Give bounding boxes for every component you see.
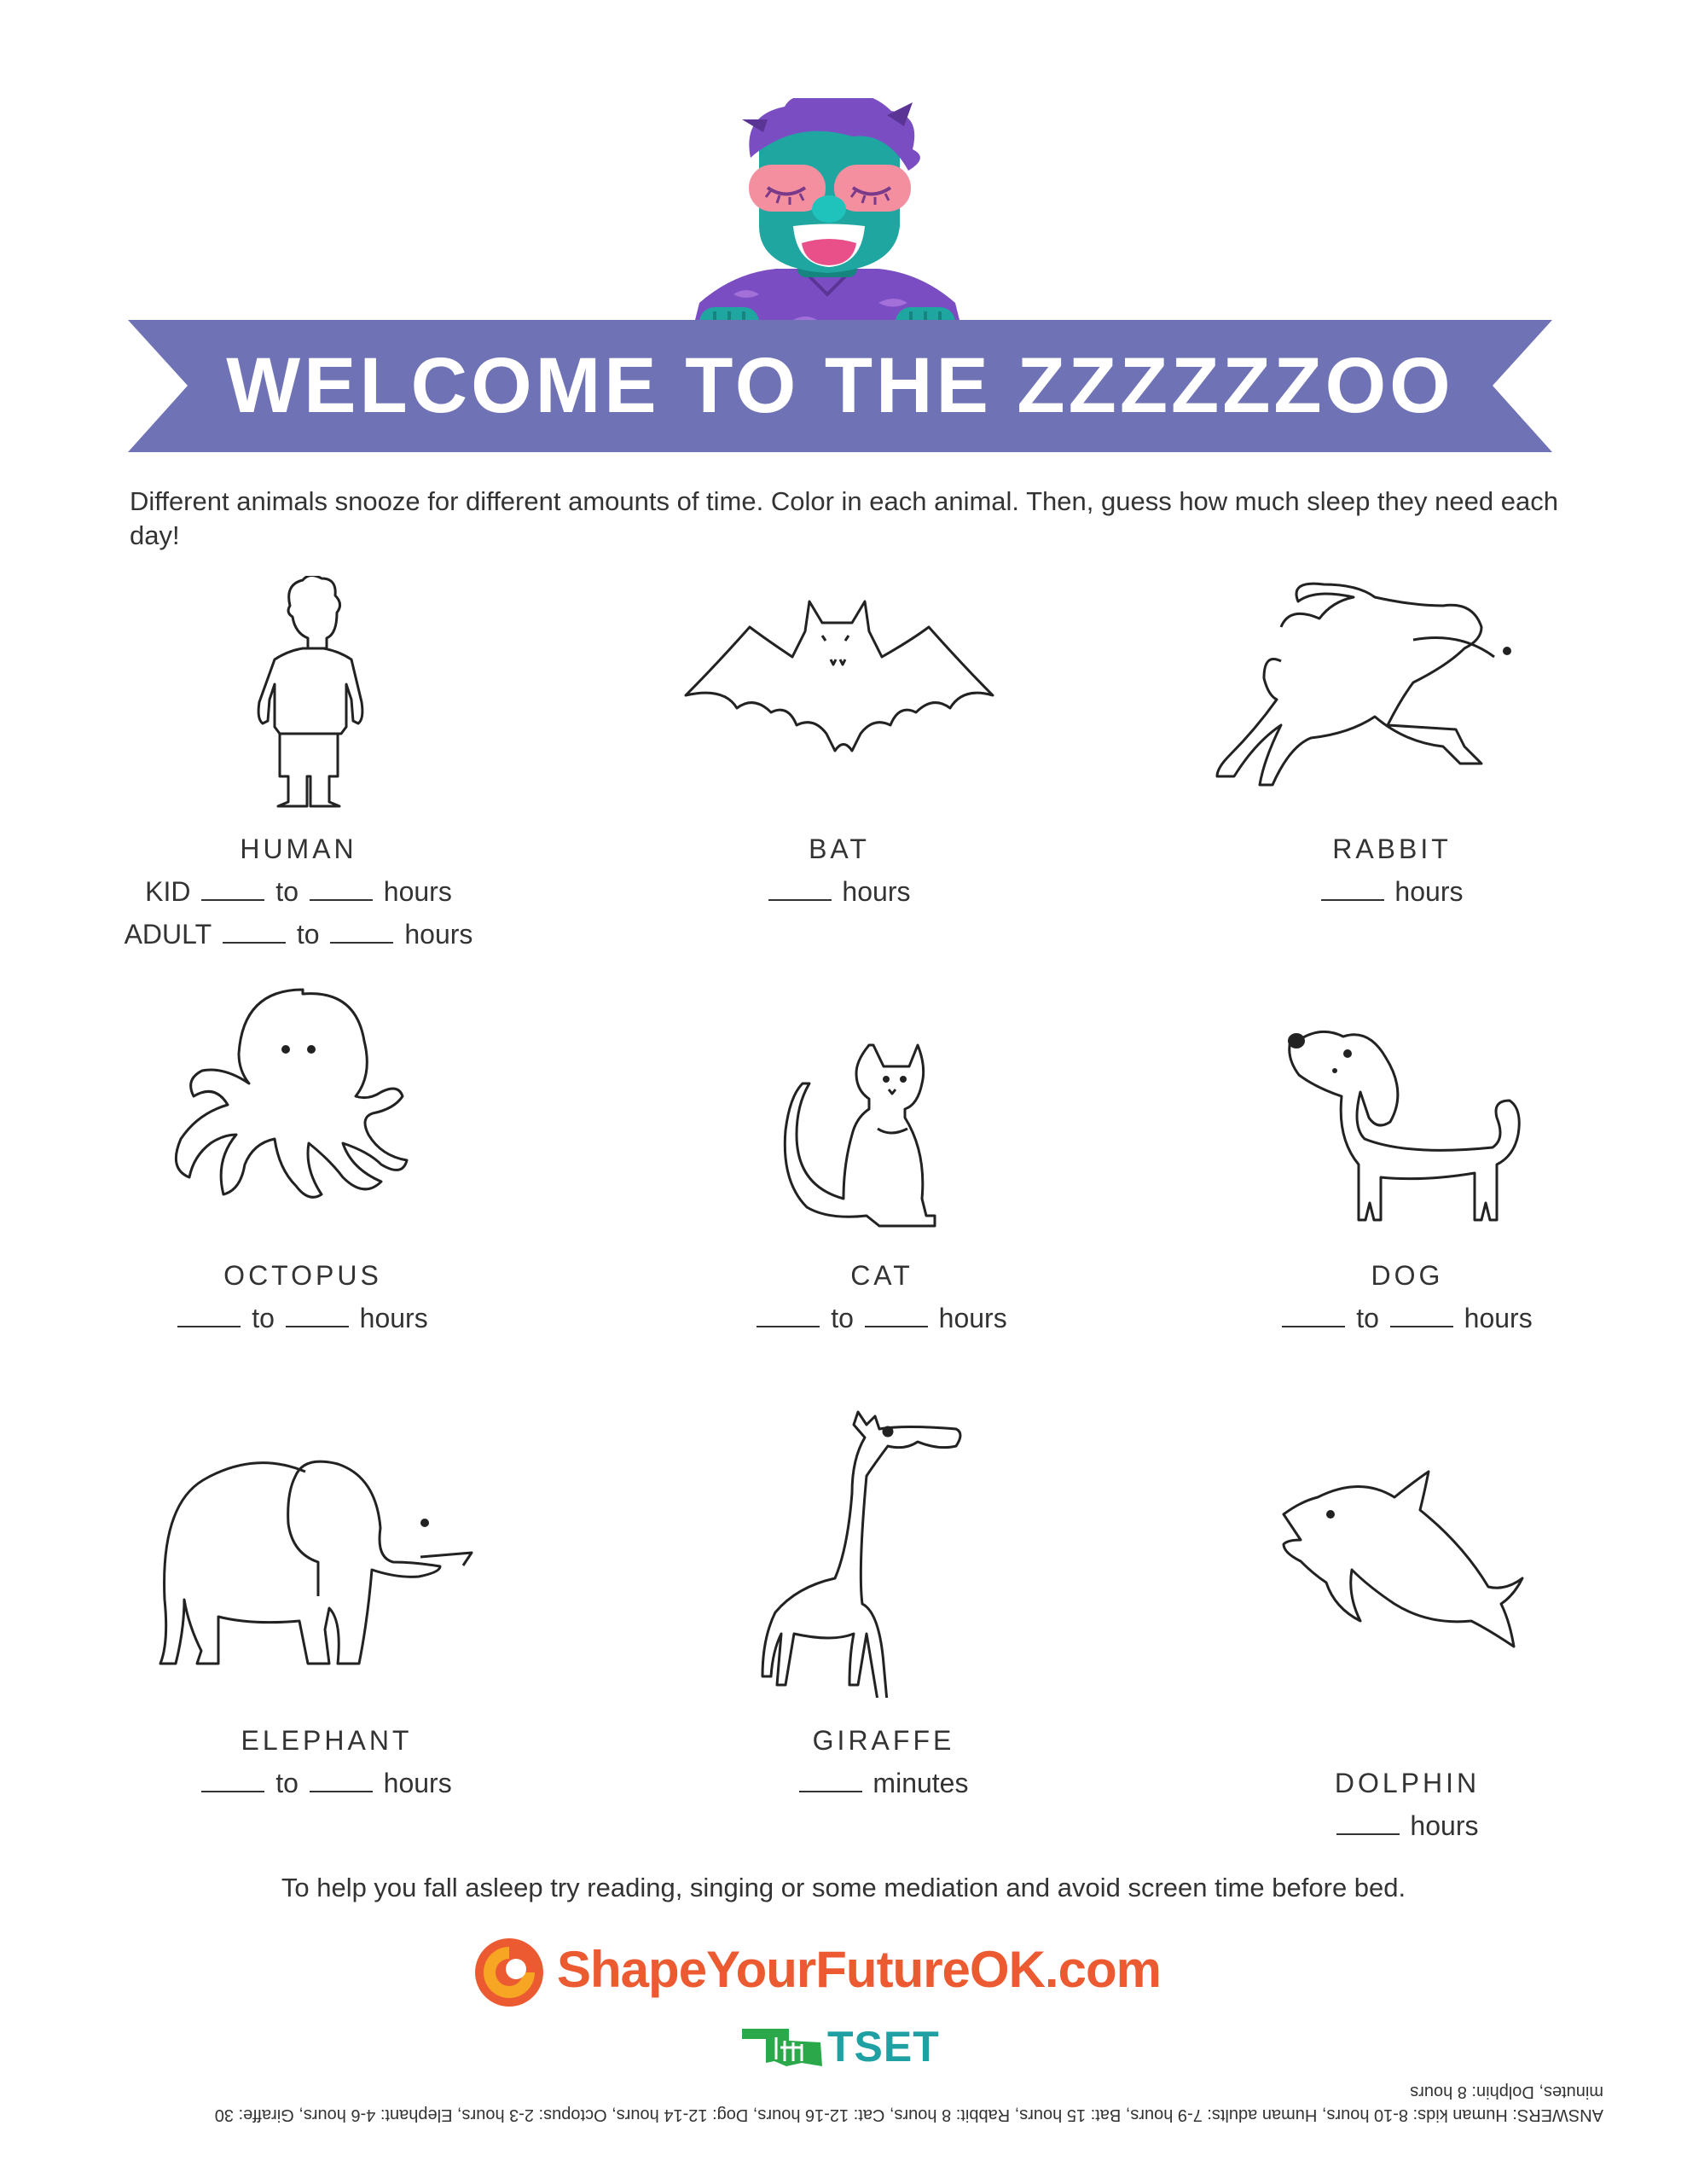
cat-max-blank[interactable]: [865, 1307, 928, 1327]
adult-min-blank[interactable]: [223, 923, 286, 944]
octopus-card: [47, 981, 559, 1348]
cat-min-blank[interactable]: [757, 1307, 820, 1327]
dolphin-label: DOLPHIN: [1334, 1768, 1481, 1798]
tset-logo: [742, 2022, 947, 2073]
elephant-label: ELEPHANT: [241, 1725, 413, 1756]
adult-label: ADULT: [124, 919, 212, 950]
shape-your-future-logo[interactable]: [473, 1937, 1215, 2013]
rabbit-answer-line: [1136, 876, 1648, 908]
dog-card: [1151, 1019, 1663, 1344]
hours-unit: hours: [1394, 876, 1464, 907]
to-text: to: [252, 1303, 275, 1333]
to-text: to: [296, 919, 320, 950]
bat-answer-line: [583, 876, 1095, 908]
bat-card: [583, 576, 1095, 907]
rabbit-card: [1136, 576, 1648, 907]
hours-unit: hours: [359, 1303, 428, 1333]
upside-down-answers: ANSWERS: Human kids: 8-10 hours, Human adults: 7-9 hours, Bat: 15 hours, Rabbit: 8 hours, Cat: 12-16 hours, Dog: 12-14 hours, Octopus: 2-3 hours, Elephant: 4-6 hours, Giraffe: 30 minutes, Dolphin: 8 hours: [214, 2082, 1603, 2124]
dog-outline: [1267, 1019, 1548, 1233]
dog-label: DOG: [1371, 1260, 1444, 1291]
rabbit-blank[interactable]: [1321, 880, 1384, 901]
rabbit-label: RABBIT: [1332, 834, 1452, 864]
hours-unit: hours: [1464, 1303, 1533, 1333]
swirl-logo-icon: [473, 1937, 545, 2008]
elephant-card: [71, 1446, 583, 1804]
dolphin-answer-line: [1151, 1810, 1663, 1842]
logo-text: ShapeYourFutureOK.com: [557, 1941, 1161, 1998]
to-text: to: [275, 876, 299, 907]
bat-blank[interactable]: [768, 880, 832, 901]
human-adult-answer-line: [43, 919, 554, 950]
giraffe-label: GIRAFFE: [812, 1725, 955, 1756]
dolphin-blank[interactable]: [1336, 1815, 1400, 1835]
dolphin-card: [1151, 1467, 1663, 1841]
hours-unit: hours: [842, 876, 911, 907]
dolphin-outline: [1267, 1467, 1548, 1664]
hours-unit: hours: [383, 876, 452, 907]
elephant-min-blank[interactable]: [201, 1772, 264, 1792]
adult-max-blank[interactable]: [330, 923, 393, 944]
dog-min-blank[interactable]: [1282, 1307, 1345, 1327]
cat-answer-line: [626, 1303, 1138, 1334]
octopus-max-blank[interactable]: [286, 1307, 349, 1327]
human-kid-answer-line: [43, 876, 554, 908]
bat-label: BAT: [809, 834, 870, 864]
sleep-tip-text: To help you fall asleep try reading, singing or some mediation and avoid screen time before bed.: [281, 1873, 1406, 1902]
intro-text: Different animals snooze for different amounts of time. Color in each animal. Then, guess how much sleep they need each day!: [130, 486, 1558, 550]
octopus-outline: [171, 981, 435, 1228]
elephant-outline: [156, 1446, 497, 1693]
sleeping-mascot-illustration: [682, 98, 972, 354]
cat-outline: [780, 1037, 984, 1233]
to-text: to: [275, 1768, 299, 1798]
human-label: HUMAN: [240, 834, 357, 864]
to-text: to: [831, 1303, 854, 1333]
page-title: WELCOME TO THE ZZZZZZOO: [226, 342, 1454, 429]
hours-unit: hours: [1410, 1810, 1479, 1841]
kid-label: KID: [145, 876, 191, 907]
giraffe-outline: [760, 1408, 1007, 1698]
human-kid-outline: [239, 576, 375, 810]
bat-outline: [681, 576, 997, 798]
hours-unit: hours: [404, 919, 473, 950]
hours-unit: hours: [938, 1303, 1007, 1333]
rabbit-outline: [1213, 576, 1571, 806]
giraffe-card: [628, 1408, 1139, 1809]
cat-label: CAT: [850, 1260, 913, 1291]
octopus-min-blank[interactable]: [177, 1307, 241, 1327]
oklahoma-map-icon: [742, 2029, 823, 2068]
dog-answer-line: [1151, 1303, 1663, 1334]
giraffe-blank[interactable]: [799, 1772, 862, 1792]
octopus-label: OCTOPUS: [223, 1260, 382, 1291]
octopus-answer-line: [47, 1303, 559, 1334]
cat-card: [626, 1037, 1138, 1344]
dog-max-blank[interactable]: [1390, 1307, 1453, 1327]
kid-max-blank[interactable]: [310, 880, 373, 901]
tset-text: TSET: [827, 2023, 940, 2071]
giraffe-answer-line: [628, 1768, 1139, 1799]
hours-unit: hours: [383, 1768, 452, 1798]
elephant-max-blank[interactable]: [310, 1772, 373, 1792]
to-text: to: [1356, 1303, 1379, 1333]
elephant-answer-line: [71, 1768, 583, 1799]
kid-min-blank[interactable]: [201, 880, 264, 901]
human-card: [43, 576, 554, 950]
minutes-unit: minutes: [872, 1768, 969, 1798]
